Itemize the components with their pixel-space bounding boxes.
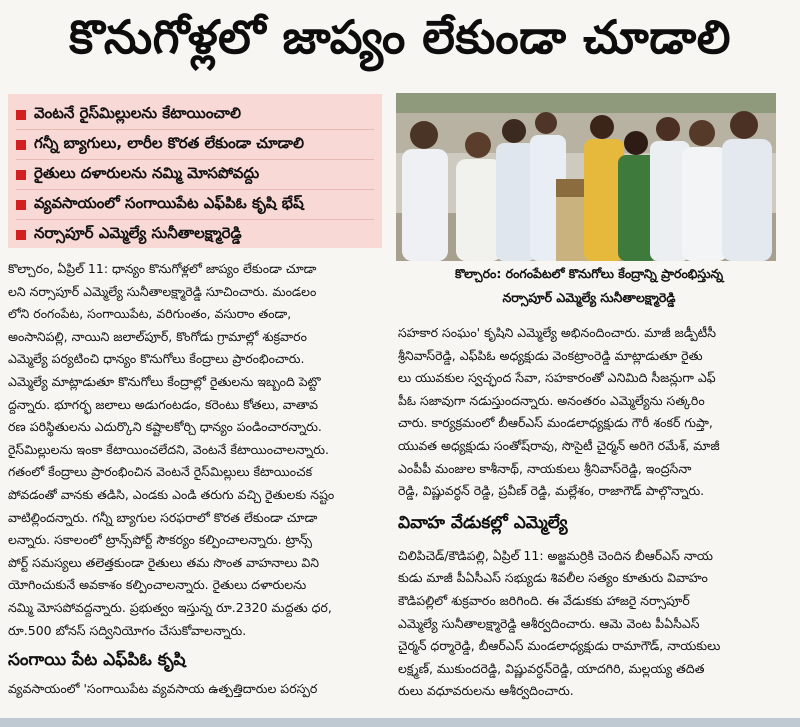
article-line: కౌడిపల్లిలో శుక్రవారం జరిగింది. ఈ వేడుకకు హాజరై నర్సాపూర్ (398, 592, 690, 608)
highlight-item: రైతులు దళారులను నమ్మి మోసపోవద్దు (16, 160, 374, 190)
bullet-square-icon (16, 200, 26, 210)
article-line: యోగించుకునే అవకాశం కల్పించాలన్నారు. రైతులు దళారులను (8, 577, 307, 593)
article-line: వ్యవసాయంలో 'సంగాయిపేట వ్యవసాయ ఉత్పత్తిదారుల పరస్పర (8, 681, 318, 697)
article-line: ఎంపీపీ మంజుల కాశీనాథ్, నాయకులు శ్రీనివాస్‌రెడ్డి, ఇంద్రసేనా (398, 460, 692, 476)
article-line: రైస్‌మిల్లులను ఇంకా కేటాయించలేదని, వెంటనే కేటాయించాలన్నారు. (8, 441, 329, 457)
article-line: శ్రీనివాస్‌రెడ్డి, ఎఫ్‌పిఓ అధ్యక్షుడు వెంకట్రాంరెడ్డి మాట్లాడుతూ రైతు (398, 347, 703, 363)
article-line: పోర్ట్ సమస్యలు తలెత్తకుండా రైతులు తమ సొంత వాహనాలు విని (8, 554, 320, 570)
right-article-column (398, 322, 792, 703)
article-line: లక్ష్మణ్, ముకుందరెడ్డి, విష్ణువర్ధన్‌రెడ్డి, యాదగిరి, మల్లయ్య తదిత (398, 660, 705, 676)
article-line: గతంలో కేంద్రాలు ప్రారంభించిన వెంటనే రైస్‌మిల్లులు కేటాయించక (8, 464, 313, 480)
left-article-column (8, 258, 388, 701)
highlight-item: గన్నీ బ్యాగులు, లారీల కొరత లేకుండా చూడాలి (16, 130, 374, 160)
highlight-item: వెంటనే రైస్‌మిల్లులను కేటాయించాలి (16, 100, 374, 130)
subheading: వివాహ వేడుకల్లో ఎమ్మెల్యే (398, 513, 568, 534)
next-article-edge (0, 718, 800, 727)
article-line: రణ పరిస్థితులను ఎదుర్కొని కష్టాలకోర్చి ధాన్యం పండించారన్నారు. (8, 419, 322, 435)
article-line: సహకార సంఘం' కృషిని ఎమ్మెల్యే అభినందించారు. మాజీ జడ్పీటీసీ (398, 325, 717, 340)
news-photo-illustration (396, 93, 776, 261)
article-line: చారు. కార్యక్రమంలో బీఆర్ఎస్ మండలాధ్యక్షుడు గౌరీ శంకర్ గుప్తా, (398, 415, 713, 431)
bullet-square-icon (16, 110, 26, 120)
article-line: ద్దన్నారు. భూగర్భ జలాలు అడుగంటడం, కరెంటు కోతలు, వాతావ (8, 396, 319, 412)
subheading: సంగాయి పేట ఎఫ్‌పిఓ కృషి (8, 649, 186, 670)
article-line: యువత అధ్యక్షుడు సంతోష్‌రావు, సొసైటీ చైర్మన్ అరిగె రమేశ్, మాజీ (398, 437, 720, 453)
article-line: చైర్మన్ ధర్మారెడ్డి, బీఆర్ఎస్ మండలాధ్యక్షుడు రామాగౌడ్, నాయకులు (398, 638, 721, 654)
article-line: ఎమ్మెల్యే మాట్లాడుతూ కొనుగోలు కేంద్రాల్లో రైతులను ఇబ్బంది పెట్టొ (8, 373, 321, 389)
photo-caption: కొల్చారం: రంగంపేటలో కొనుగోలు కేంద్రాన్ని ప్రారంభిస్తున్న నర్సాపూర్ ఎమ్మెల్యే సునీతాలక్ష్మారెడ్డి (454, 266, 724, 305)
article-line: రెడ్డి, విష్ణువర్ధన్ రెడ్డి, ప్రవీణ్ రెడ్డి, మల్లేశం, రాజాగౌడ్ పాల్గొన్నారు. (398, 483, 705, 499)
news-photo (396, 93, 776, 261)
article-line: ఎమ్మెల్యే సునీతాలక్ష్మారెడ్డి ఆశీర్వదించారు. ఆమె వెంట పీఏసీఎస్ (398, 615, 700, 631)
article-line: రూ.500 బోనస్ సద్వినియోగం చేసుకోవాలన్నారు. (8, 622, 247, 638)
headline: కొనుగోళ్లలో జాప్యం లేకుండా చూడాలి (69, 10, 731, 64)
highlights-box (8, 94, 382, 248)
highlight-item: వ్యవసాయంలో సంగాయిపేట ఎఫ్‌పిఓ కృషి భేష్ (16, 190, 374, 220)
bullet-square-icon (16, 230, 26, 240)
article-line: పీఓ సజావుగా నడుస్తుందన్నారు. అనంతరం ఎమ్మెల్యేను సత్కరిం (398, 392, 705, 408)
article-line: లోని రంగంపేట, సంగాయిపేట, వరిగుంతం, వసురాం తండా, (8, 306, 292, 322)
highlight-item: నర్సాపూర్ ఎమ్మెల్యే సునీతాలక్ష్మారెడ్డి (16, 220, 374, 248)
article-line: లని నర్సాపూర్ ఎమ్మెల్యే సునీతాలక్ష్మారెడ్డి సూచించారు. మండలం (8, 283, 317, 299)
bullet-square-icon (16, 140, 26, 150)
article-line: పోవడంతో వానకు తడిసి, ఎండకు ఎండి తరుగు వచ్చి రైతులకు నష్టం (8, 486, 335, 502)
article-line: అంసానిపల్లి, నాయిని జలాల్‌పూర్, కొంగోడు గ్రామాల్లో శుక్రవారం (8, 328, 307, 344)
article-line: ఎమ్మెల్యే పర్యటించి ధాన్యం కొనుగోలు కేంద్రాలు ప్రారంభించారు. (8, 351, 305, 367)
article-line: కొల్చారం, ఏప్రిల్ 11: ధాన్యం కొనుగోళ్లలో జాప్యం లేకుండా చూడా (8, 261, 317, 276)
article-line: వాటిల్లిందన్నారు. గన్నీ బ్యాగుల సరఫరాలో కొరత లేకుండా చూడా (8, 509, 318, 525)
article-line: నమ్మి మోసపోవద్దన్నారు. ప్రభుత్వం ఇస్తున్న రూ.2320 మద్దతు ధర, (8, 599, 332, 615)
article-line: రులు వధూవరులను ఆశీర్వదించారు. (398, 683, 574, 699)
bullet-square-icon (16, 170, 26, 180)
article-line: కుడు మాజీ పీఏసీఎస్ సభ్యుడు శివలీల సత్యం కూతురు వివాహం (398, 570, 708, 586)
article-line: లు యువకుల స్వచ్ఛంద సేవా, సహకారంతో ఎనిమిది సీజన్లుగా ఎఫ్ (398, 370, 716, 386)
article-line: లన్నారు. సకాలంలో ట్రాన్స్‌పోర్ట్ సౌకర్యం కల్పించాలన్నారు. ట్రాన్స్ (8, 532, 312, 548)
article-line: చిలిపిచెడ్/కౌడిపల్లి, ఏప్రిల్ 11: అజ్జమర్రికి చెందిన బీఆర్ఎస్ నాయ (398, 547, 713, 563)
